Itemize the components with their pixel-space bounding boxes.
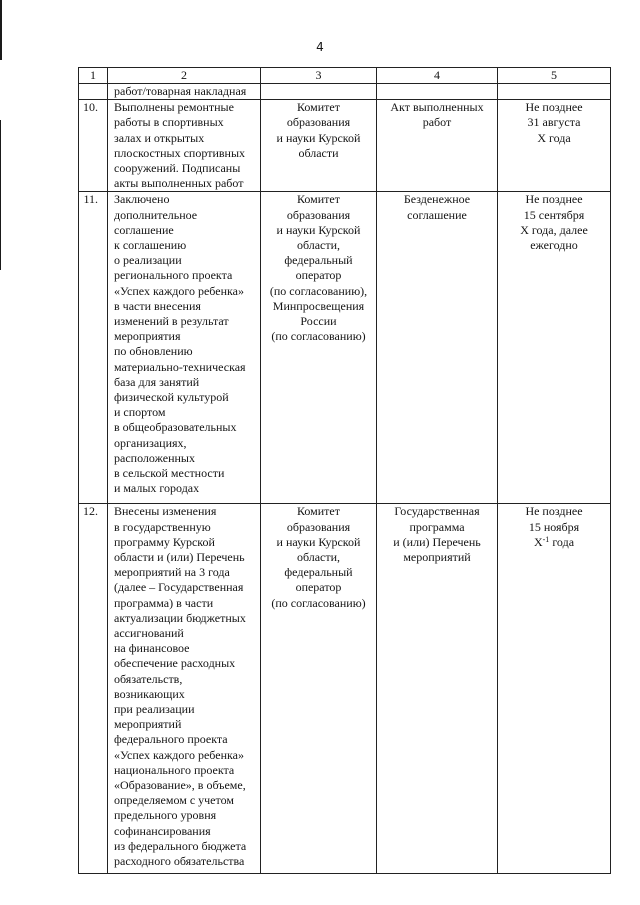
cell-line: предельного уровня bbox=[114, 808, 217, 823]
cell-line: образования bbox=[286, 519, 351, 534]
page-number: 4 bbox=[316, 40, 324, 54]
cell-line: мероприятий bbox=[114, 717, 182, 732]
cell-line: X года bbox=[537, 130, 571, 145]
responsible-cell bbox=[261, 192, 377, 504]
cell-line: соглашение bbox=[114, 222, 174, 237]
cell-line: «Успех каждого ребенка» bbox=[114, 747, 244, 762]
cell-line: федерального проекта bbox=[114, 732, 228, 747]
cell-line: «Успех каждого ребенка» bbox=[114, 283, 244, 298]
cell-line: программа) в части bbox=[114, 595, 214, 610]
deadline-year-sup: -1 bbox=[542, 534, 550, 544]
responsible-cell bbox=[261, 504, 377, 874]
cell-line: федеральный bbox=[284, 253, 353, 268]
cell-line: сооружений. Подписаны bbox=[114, 161, 241, 176]
deadline-cell bbox=[498, 84, 611, 100]
action-cell bbox=[108, 84, 261, 100]
cell-line: расположенных bbox=[114, 450, 195, 465]
cell-line: соглашение bbox=[407, 207, 467, 222]
cell-line: (по согласованию) bbox=[271, 329, 366, 344]
continuation-text: работ/товарная накладная bbox=[114, 84, 247, 98]
cell-line: организациях, bbox=[114, 435, 187, 450]
cell-line: при реализации bbox=[114, 702, 195, 717]
cell-line: «Образование», в объеме, bbox=[114, 778, 246, 793]
cell-line: Не позднее bbox=[525, 100, 583, 115]
cell-line: и науки Курской bbox=[276, 130, 361, 145]
cell-line: образования bbox=[286, 115, 351, 130]
cell-line: Минпросвещения bbox=[272, 298, 365, 313]
deadline-year-base: X bbox=[533, 534, 543, 549]
cell-line: ежегодно bbox=[530, 238, 578, 253]
cell-line: X года, далее bbox=[520, 222, 588, 237]
cell-line: к соглашению bbox=[114, 238, 187, 253]
row-number: 10. bbox=[83, 100, 98, 115]
cell-line: физической культурой bbox=[114, 390, 229, 405]
cell-line: и (или) Перечень bbox=[393, 534, 481, 549]
cell-line: Выполнены ремонтные bbox=[114, 100, 234, 115]
cell-line: 31 августа bbox=[527, 115, 581, 130]
action-cell bbox=[108, 192, 261, 504]
cell-line: и спортом bbox=[114, 405, 166, 420]
cell-line: Комитет bbox=[296, 100, 340, 115]
table-row bbox=[79, 100, 611, 192]
cell-line: оператор bbox=[295, 580, 342, 595]
cell-line: Акт выполненных bbox=[390, 100, 484, 115]
cell-line: из федерального бюджета bbox=[114, 838, 247, 853]
cell-line: в государственную bbox=[114, 519, 211, 534]
cell-line: оператор bbox=[295, 268, 342, 283]
action-cell bbox=[108, 100, 261, 192]
cell-line: и науки Курской bbox=[276, 222, 361, 237]
cell-line: Комитет bbox=[296, 192, 340, 207]
responsible-cell bbox=[261, 100, 377, 192]
row-number-cell bbox=[79, 100, 108, 192]
cell-line: в части внесения bbox=[114, 298, 201, 313]
cell-line: программа bbox=[409, 519, 465, 534]
deadline-year-suffix: года bbox=[549, 534, 575, 549]
cell-line: России bbox=[300, 314, 337, 329]
cell-line: работы в спортивных bbox=[114, 115, 224, 130]
cell-line: области и (или) Перечень bbox=[114, 550, 245, 565]
responsible-cell bbox=[261, 84, 377, 100]
cell-line: Не позднее bbox=[525, 504, 583, 519]
table-row bbox=[79, 192, 611, 504]
cell-line: актуализации бюджетных bbox=[114, 610, 246, 625]
cell-line: (по согласованию), bbox=[269, 283, 368, 298]
row-number-cell bbox=[79, 504, 108, 874]
cell-line: в сельской местности bbox=[114, 466, 225, 481]
cell-line: софинансирования bbox=[114, 823, 211, 838]
document-cell bbox=[377, 192, 498, 504]
cell-line: база для занятий bbox=[114, 374, 200, 389]
cell-line: работ bbox=[422, 115, 452, 130]
cell-line: плоскостных спортивных bbox=[114, 145, 246, 160]
cell-line: залах и открытых bbox=[114, 130, 205, 145]
cell-line: в общеобразовательных bbox=[114, 420, 237, 435]
cell-line: 15 ноября bbox=[528, 519, 580, 534]
cell-line: и малых городах bbox=[114, 481, 200, 496]
cell-line: регионального проекта bbox=[114, 268, 233, 283]
document-cell bbox=[377, 100, 498, 192]
plan-table bbox=[78, 67, 611, 874]
cell-line: и науки Курской bbox=[276, 534, 361, 549]
cell-line: ассигнований bbox=[114, 626, 184, 641]
header-cell: 3 bbox=[261, 68, 377, 84]
deadline-cell bbox=[498, 192, 611, 504]
row-number: 11. bbox=[83, 192, 98, 207]
cell-line: федеральный bbox=[284, 565, 353, 580]
header-cell: 4 bbox=[377, 68, 498, 84]
row-number-cell bbox=[79, 84, 108, 100]
cell-line: на финансовое bbox=[114, 641, 190, 656]
cell-line: области bbox=[298, 145, 339, 160]
cell-line: области, bbox=[296, 238, 341, 253]
cell-line: обязательств, bbox=[114, 671, 183, 686]
table-row-continuation bbox=[79, 84, 611, 100]
cell-line: Заключено bbox=[114, 192, 170, 207]
cell-line: акты выполненных работ bbox=[114, 176, 244, 191]
cell-line: (по согласованию) bbox=[271, 595, 366, 610]
row-number: 12. bbox=[83, 504, 98, 519]
document-cell bbox=[377, 84, 498, 100]
document-cell bbox=[377, 504, 498, 874]
action-cell bbox=[108, 504, 261, 874]
cell-line: Не позднее bbox=[525, 192, 583, 207]
cell-line: мероприятий на 3 года bbox=[114, 565, 230, 580]
cell-line: мероприятия bbox=[114, 329, 181, 344]
scan-edge-mark bbox=[0, 120, 1, 270]
table-row bbox=[79, 504, 611, 874]
cell-line: Безденежное bbox=[403, 192, 471, 207]
row-number-cell bbox=[79, 192, 108, 504]
cell-line: материально-техническая bbox=[114, 359, 246, 374]
cell-line: о реализации bbox=[114, 253, 182, 268]
cell-line: национального проекта bbox=[114, 762, 235, 777]
cell-line: дополнительное bbox=[114, 207, 198, 222]
header-cell: 5 bbox=[498, 68, 611, 84]
header-cell: 2 bbox=[108, 68, 261, 84]
cell-line: обеспечение расходных bbox=[114, 656, 236, 671]
cell-line: (далее – Государственная bbox=[114, 580, 244, 595]
cell-line: Комитет bbox=[296, 504, 340, 519]
cell-line: программу Курской bbox=[114, 534, 215, 549]
cell-line: мероприятий bbox=[403, 550, 471, 565]
cell-line: возникающих bbox=[114, 686, 185, 701]
cell-line: по обновлению bbox=[114, 344, 193, 359]
cell-line: расходного обязательства bbox=[114, 854, 245, 869]
cell-line: образования bbox=[286, 207, 351, 222]
deadline-cell bbox=[498, 100, 611, 192]
cell-line: Государственная bbox=[394, 504, 480, 519]
deadline-year-line bbox=[502, 535, 606, 550]
table-header-row bbox=[79, 68, 611, 84]
header-cell: 1 bbox=[79, 68, 108, 84]
deadline-cell bbox=[498, 504, 611, 874]
cell-line: Внесены изменения bbox=[114, 504, 217, 519]
cell-line: изменений в результат bbox=[114, 314, 229, 329]
cell-line: определяемом с учетом bbox=[114, 793, 234, 808]
cell-line: 15 сентября bbox=[523, 207, 585, 222]
cell-line: области, bbox=[296, 550, 341, 565]
